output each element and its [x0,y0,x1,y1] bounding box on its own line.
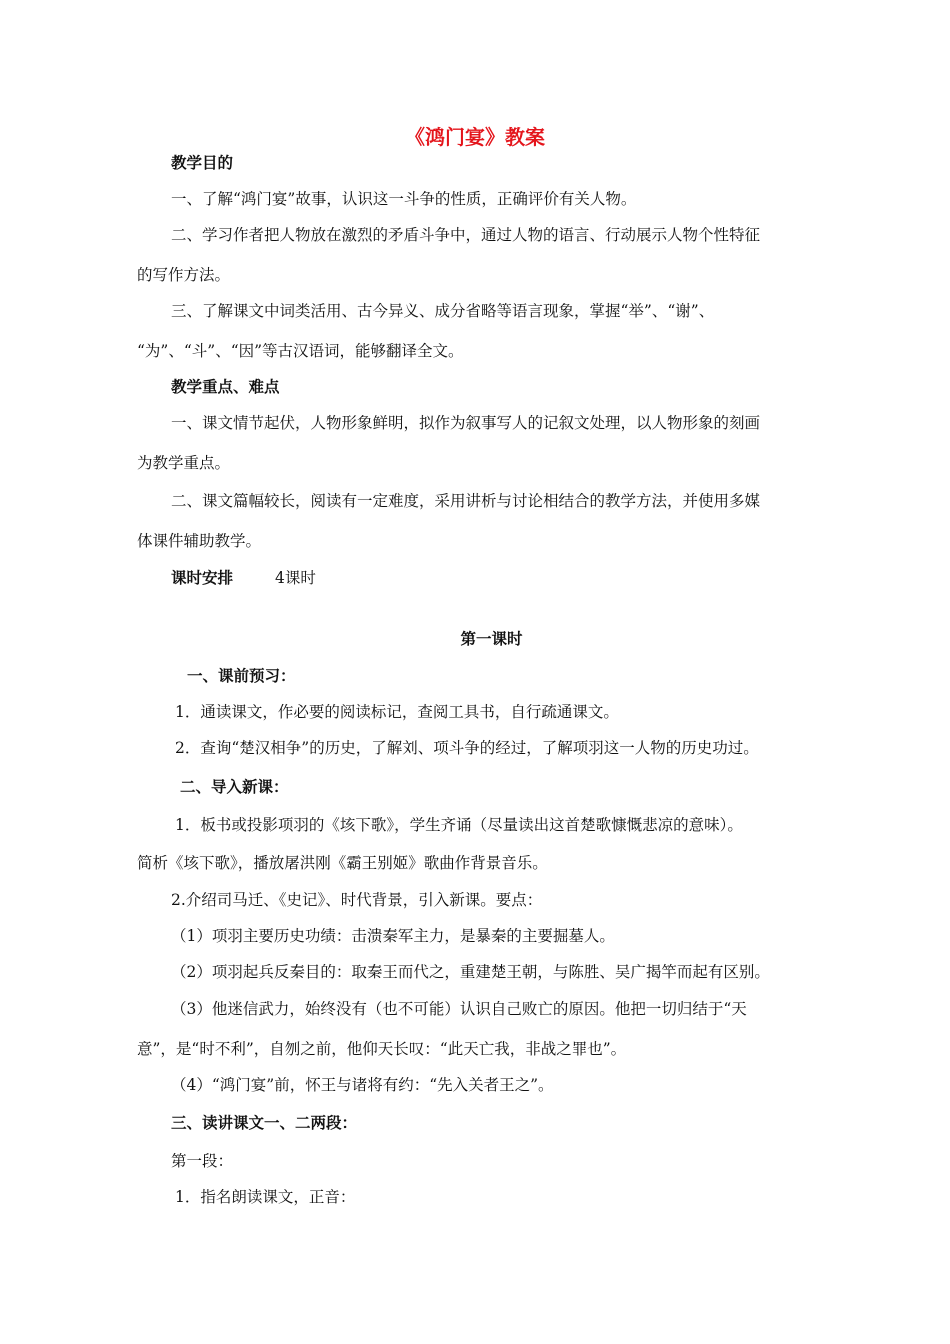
point-2: （2）项羽起兵反秦目的：取秦王而代之，重建楚王朝，与陈胜、吴广揭竿而起有区别。 [171,963,770,981]
goal-3-line-1: 三、了解课文中词类活用、古今异义、成分省略等语言现象，掌握“举”、“谢”、 [171,302,715,320]
point-4: （4）“鸿门宴”前，怀王与诸将有约：“先入关者王之”。 [171,1076,554,1094]
focus-1-line-2: 为教学重点。 [137,454,231,472]
point-3-line-2: 意”，是“时不利”，自刎之前，他仰天长叹：“此天亡我，非战之罪也”。 [137,1040,627,1058]
intro-heading: 二、导入新课： [180,777,289,796]
document-title: 《鸿门宴》教案 [405,125,545,149]
schedule-label: 课时安排 [171,568,234,587]
read-heading: 三、读讲课文一、二两段： [171,1113,358,1132]
paragraph-label: 第一段： [171,1152,234,1170]
point-3-line-1: （3）他迷信武力，始终没有（也不可能）认识自己败亡的原因。他把一切归结于“天 [171,1000,747,1018]
schedule-value: 4课时 [275,569,316,587]
preview-item-1: 1．通读课文，作必要的阅读标记，查阅工具书，自行疏通课文。 [175,703,619,721]
read-item-1: 1．指名朗读课文，正音： [175,1188,356,1206]
point-1: （1）项羽主要历史功绩：击溃秦军主力，是暴秦的主要掘墓人。 [171,927,615,945]
goal-1: 一、了解“鸿门宴”故事，认识这一斗争的性质，正确评价有关人物。 [171,190,637,208]
goal-2-line-1: 二、学习作者把人物放在激烈的矛盾斗争中，通过人物的语言、行动展示人物个性特征 [171,226,761,244]
preview-item-2: 2．查询“楚汉相争”的历史，了解刘、项斗争的经过，了解项羽这一人物的历史功过。 [175,739,759,757]
schedule-line [171,568,316,588]
goal-2-line-2: 的写作方法。 [137,266,231,284]
intro-item-2: 2.介绍司马迁、《史记》、时代背景，引入新课。要点： [171,891,543,909]
focus-2-line-2: 体课件辅助教学。 [137,532,262,550]
heading-teaching-goals: 教学目的 [171,153,234,172]
preview-heading: 一、课前预习： [187,666,296,685]
intro-item-1-line-1: 1．板书或投影项羽的《垓下歌》，学生齐诵（尽量读出这首楚歌慷慨悲凉的意味）。 [175,816,743,834]
intro-item-1-line-2: 简析《垓下歌》，播放屠洪刚《霸王别姬》歌曲作背景音乐。 [137,854,548,872]
focus-1-line-1: 一、课文情节起伏，人物形象鲜明，拟作为叙事写人的记叙文处理，以人物形象的刻画 [171,414,761,432]
lesson-heading: 第一课时 [460,629,523,648]
goal-3-line-2: “为”、“斗”、“因”等古汉语词，能够翻译全文。 [137,342,464,360]
focus-2-line-1: 二、课文篇幅较长，阅读有一定难度，采用讲析与讨论相结合的教学方法，并使用多媒 [171,492,761,510]
heading-focus-difficulties: 教学重点、难点 [171,377,280,396]
